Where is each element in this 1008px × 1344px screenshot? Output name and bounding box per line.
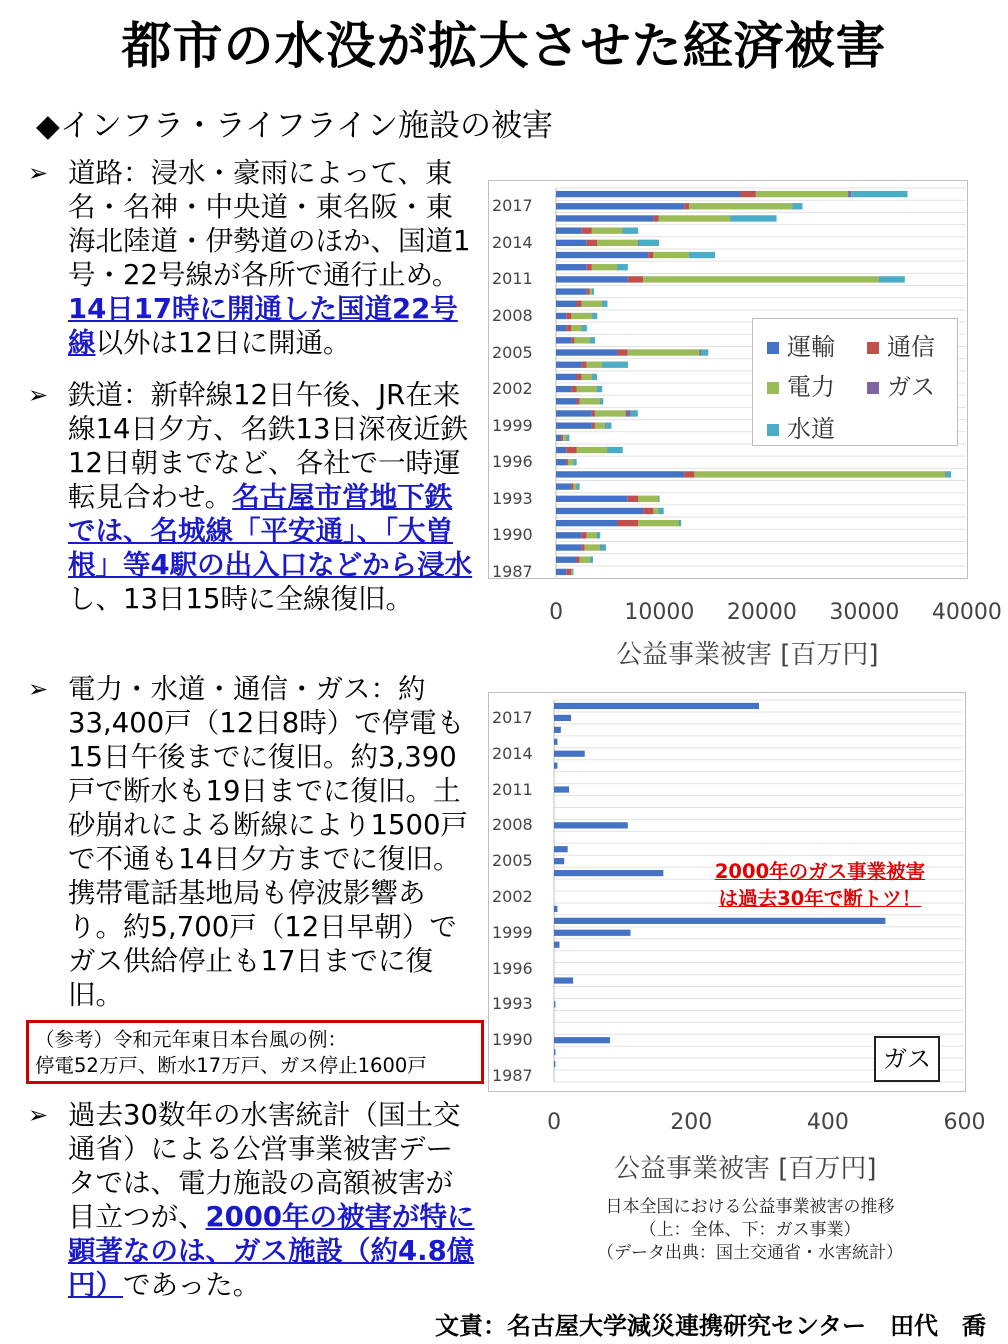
bar-water-1995 [946,471,951,477]
x-tick-label: 10000 [624,600,695,625]
bar-telecom-2014 [587,240,597,246]
bar-telecom-2007 [566,325,571,331]
bullet-road [28,156,478,360]
bar-power-1997 [577,447,608,453]
bar-water-1997 [607,447,622,453]
bar-transport-2014 [556,240,587,246]
y-tick-label: 2002 [492,379,533,399]
bar-power-1993 [638,496,659,502]
y-tick-label: 1999 [492,922,533,942]
bar-transport-2007 [556,325,566,331]
y-tick-label: 1993 [492,994,533,1014]
bar-gas-1998 [554,942,559,948]
bar-transport-1998 [556,435,561,441]
bar-telecom-1999 [592,422,595,428]
bar-telecom-2008 [566,313,571,319]
bar-power-2002 [577,386,598,392]
bar-power-2018 [756,191,848,197]
bar-water-2007 [582,325,587,331]
bar-telecom-2002 [571,386,576,392]
bar-telecom-1996 [566,459,568,465]
bar-power-2014 [597,240,638,246]
bar-transport-1996 [556,459,566,465]
road-text: 道路：浸水・豪雨によって、東名・名神・中央道・東名阪・東海北陸道・伊勢道のほか、国道1号・22号線が各所で通行止め。 [68,157,471,291]
chart1-legend [752,318,958,446]
bar-gas-2014 [554,751,585,757]
x-tick-label: 40000 [931,600,1002,625]
bar-power-2007 [571,325,581,331]
bar-power-1991 [638,520,679,526]
bar-water-2017 [792,203,802,209]
legend-swatch [767,342,779,354]
y-tick-label: 2011 [492,779,533,799]
bar-telecom-1998 [561,435,563,441]
bar-water-1996 [574,459,577,465]
bar-water-2015 [623,227,638,233]
bar-gas-2000 [554,918,885,924]
bar-gas-2001 [554,906,557,912]
bar-water-1993 [659,496,660,502]
bar-transport-1999 [556,422,592,428]
bar-power-2004 [587,362,602,368]
reference-line-2: 停電52万戸、断水17万戸、ガス停止1600戸 [35,1054,427,1077]
bar-power-1992 [653,508,658,514]
bar-power-2008 [571,313,592,319]
y-tick-label: 1987 [492,1066,533,1086]
bar-transport-1993 [556,496,628,502]
bar-telecom-2012 [587,264,592,270]
bar-telecom-2015 [582,227,592,233]
bar-telecom-2016 [653,215,658,221]
caption-line-1: 日本全国における公益事業被害の推移 [605,1197,895,1217]
bar-power-1989 [585,544,600,550]
bar-telecom-1997 [566,447,576,453]
bar-gas-2006 [554,846,568,852]
gas-annotation [690,858,950,912]
bar-power-1998 [563,435,566,441]
bar-telecom-2018 [741,191,756,197]
legend-swatch [767,424,779,436]
legend-water: 水道 [767,409,835,444]
bar-transport-2009 [556,301,577,307]
figure-caption [520,1196,980,1265]
bar-gas-2005 [700,349,702,355]
bar-telecom-1993 [628,496,638,502]
bar-gas-1995 [554,977,573,983]
bullet-arrow-icon: ➢ [28,1101,49,1129]
bar-power-2010 [590,288,592,294]
bar-water-2005 [701,349,708,355]
bar-power-2011 [643,276,879,282]
bar-transport-2004 [556,362,582,368]
bar-power-1988 [580,557,590,563]
bar-gas-2016 [554,727,561,733]
bar-gas-2015 [554,739,557,745]
x-tick-label: 400 [806,1110,849,1135]
bar-water-2013 [689,252,715,258]
x-tick-label: 30000 [829,600,900,625]
bar-gas-1989 [554,1049,555,1055]
bar-telecom-1991 [618,520,639,526]
bar-transport-2017 [556,203,684,209]
bar-power-1996 [568,459,573,465]
bar-gas-2011 [554,786,569,792]
section-subtitle: ◆インフラ・ライフライン施設の被害 [36,108,554,144]
bar-telecom-2009 [577,301,582,307]
bar-telecom-2010 [587,288,590,294]
bar-transport-2003 [556,374,577,380]
bar-water-2014 [639,240,660,246]
bar-power-1999 [595,422,605,428]
bar-water-2018 [851,191,907,197]
bar-water-2010 [592,288,594,294]
bar-gas-2004 [554,870,663,876]
bar-water-1991 [679,520,681,526]
y-tick-label: 1999 [492,415,533,435]
bar-telecom-2004 [582,362,587,368]
bar-gas-1990 [554,1037,610,1043]
bar-transport-2002 [556,386,571,392]
bar-telecom-2013 [648,252,653,258]
legend-telecom: 通信 [867,327,935,362]
y-tick-label: 2005 [492,342,533,362]
bullet-rail [28,378,478,616]
y-tick-label: 1987 [492,561,533,581]
legend-swatch [767,382,779,394]
bar-telecom-2003 [577,374,582,380]
bar-transport-2013 [556,252,648,258]
legend-gas: ガス [867,367,935,402]
bar-power-2015 [592,227,623,233]
y-tick-label: 2014 [492,232,533,252]
bar-water-2008 [592,313,597,319]
caption-line-2: （上：全体、下：ガス事業） [639,1220,861,1240]
bar-water-1994 [577,483,580,489]
bar-telecom-2000 [592,410,595,416]
x-tick-label: 600 [943,1110,986,1135]
page-title: 都市の水没が拡大させた経済被害 [121,17,887,75]
bar-gas-2005 [554,858,564,864]
chart2-x-axis-label: 公益事業被害 [百万円] [614,1154,877,1184]
bar-transport-1987 [556,569,566,575]
bar-telecom-2017 [684,203,689,209]
bar-transport-2010 [556,288,587,294]
bar-telecom-2001 [577,398,580,404]
bar-water-2012 [618,264,628,270]
stats-text: 過去30数年の水害統計（国土交通省）による公営事業被害データでは、電力施設の高額被害が目立つが、 [68,1099,461,1233]
bullet-arrow-icon: ➢ [28,381,49,409]
bar-gas-2018 [848,191,851,197]
bar-gas-1988 [554,1061,555,1067]
bar-transport-2001 [556,398,577,404]
bullet-arrow-icon: ➢ [28,159,49,187]
y-tick-label: 1996 [492,452,533,472]
legend-swatch [867,382,879,394]
bar-power-1990 [587,532,597,538]
bar-transport-2015 [556,227,582,233]
bar-gas-1989 [600,544,601,550]
bar-water-2001 [600,398,603,404]
legend-swatch [867,342,879,354]
bar-water-1987 [573,569,574,575]
rail-text: 鉄道：新幹線12日午後、JR在来線14日夕方、名鉄13日深夜近鉄12日朝までなど、各社で一時運転見合わせ。 [68,379,468,513]
reference-line-1: （参考）令和元年東日本台風の例： [35,1028,348,1051]
bar-telecom-2006 [571,337,574,343]
bar-power-2005 [628,349,700,355]
bar-transport-2012 [556,264,587,270]
bar-water-1990 [597,532,600,538]
bullet-utility [28,672,478,1012]
chart1-x-axis-label: 公益事業被害 [百万円] [616,640,879,670]
bar-transport-2000 [556,410,592,416]
bar-water-1992 [659,508,664,514]
bar-power-1994 [573,483,576,489]
bar-transport-1997 [556,447,566,453]
y-tick-label: 1990 [492,525,533,545]
bar-transport-2016 [556,215,653,221]
x-tick-label: 200 [670,1110,713,1135]
utility-text: 電力・水道・通信・ガス：約33,400戸（12日8時）で停電も15日午後までに復旧。約3,390戸で断水も19日までに復旧。土砂崩れによる断線により1500戸で不通も14日夕方までに復旧。携帯電話基地局も停波影響あり。約5,700戸（12日早朝）でガス供給停止も17日までに復旧。 [68,673,468,1011]
bar-gas-2017 [792,203,793,209]
legend-power: 電力 [767,367,835,402]
stats-text-end: であった。 [123,1269,261,1301]
y-tick-label: 1996 [492,958,533,978]
bar-power-1995 [694,471,945,477]
bar-transport-1991 [556,520,618,526]
bar-transport-2006 [556,337,571,343]
y-tick-label: 2002 [492,886,533,906]
bar-transport-1988 [556,557,577,563]
bar-transport-2005 [556,349,618,355]
y-tick-label: 2014 [492,743,533,763]
x-tick-label: 0 [549,600,564,625]
bar-telecom-1987 [566,569,571,575]
x-tick-label: 20000 [726,600,797,625]
bar-water-1999 [606,422,611,428]
y-tick-label: 2017 [492,707,533,727]
bar-water-1989 [601,544,606,550]
y-tick-label: 1990 [492,1030,533,1050]
bar-water-2000 [631,410,638,416]
bar-telecom-1992 [643,508,653,514]
bar-gas-2014 [638,240,639,246]
bar-gas-1995 [946,471,947,477]
bar-power-2006 [574,337,589,343]
bar-transport-1995 [556,471,684,477]
x-tick-label: 0 [547,1110,562,1135]
bar-transport-1990 [556,532,582,538]
bar-telecom-1990 [582,532,587,538]
bar-water-2011 [879,276,905,282]
bar-power-2001 [580,398,601,404]
annotation-line-2: は過去30年で断トツ！ [718,887,922,910]
bar-transport-2011 [556,276,628,282]
bullet-arrow-icon: ➢ [28,675,49,703]
road-highlight-link[interactable]: 14日17時に開通した国道22号線 [68,293,458,359]
bar-power-1987 [571,569,572,575]
y-tick-label: 2011 [492,269,533,289]
rail-highlight-link[interactable]: 名古屋市営地下鉄では、名城線「平安通」、「大曽根」等4駅の出入口などから浸水 [68,481,473,581]
reference-box [26,1020,484,1084]
bar-power-2009 [582,301,603,307]
bar-transport-2008 [556,313,566,319]
y-tick-label: 1993 [492,488,533,508]
bar-gas-1999 [554,930,631,936]
bar-telecom-2005 [618,349,628,355]
bar-power-2013 [653,252,689,258]
stats-highlight-link[interactable]: 2000年の被害が特に顕著なのは、ガス施設（約4.8億円） [68,1201,475,1301]
annotation-line-1: 2000年のガス事業被害 [714,860,926,883]
bar-water-2006 [590,337,595,343]
bar-power-2000 [595,410,626,416]
bar-power-2003 [582,374,592,380]
bar-water-2002 [597,386,602,392]
bar-transport-1994 [556,483,571,489]
bar-telecom-1994 [571,483,573,489]
y-tick-label: 2008 [492,815,533,835]
bar-transport-1989 [556,544,582,550]
road-text-end: 以外は12日に開通。 [95,327,351,359]
y-tick-label: 2008 [492,305,533,325]
bar-telecom-2011 [628,276,643,282]
legend-transport: 運輸 [767,327,835,362]
bar-water-2003 [592,374,597,380]
bar-telecom-1988 [577,557,580,563]
bar-water-1988 [590,557,593,563]
bar-gas-2013 [554,763,557,769]
chart2-series-label: ガス [874,1036,940,1082]
bar-water-2016 [730,215,776,221]
bar-gas-2000 [626,410,631,416]
bar-gas-2017 [554,715,571,721]
y-tick-label: 2005 [492,851,533,871]
caption-line-3: （データ出典：国土交通省・水害統計） [597,1243,903,1263]
bar-gas-2008 [554,822,628,828]
bar-telecom-1995 [684,471,694,477]
bar-gas-2018 [554,703,759,709]
bar-water-2009 [602,301,607,307]
bar-power-2012 [592,264,618,270]
bar-power-2017 [689,203,792,209]
bar-gas-1993 [554,1001,555,1007]
bar-water-2004 [602,362,628,368]
bullet-stats [28,1098,478,1302]
bar-transport-2018 [556,191,741,197]
rail-text-end: し、13日15時に全線復旧。 [68,583,413,615]
bar-transport-1992 [556,508,643,514]
bar-telecom-1989 [582,544,585,550]
bar-gas-1999 [605,422,606,428]
y-tick-label: 2017 [492,196,533,216]
credit-line: 文責：名古屋大学減災連携研究センター 田代 喬 [434,1312,986,1340]
bar-power-2016 [659,215,731,221]
bar-water-1998 [566,435,569,441]
